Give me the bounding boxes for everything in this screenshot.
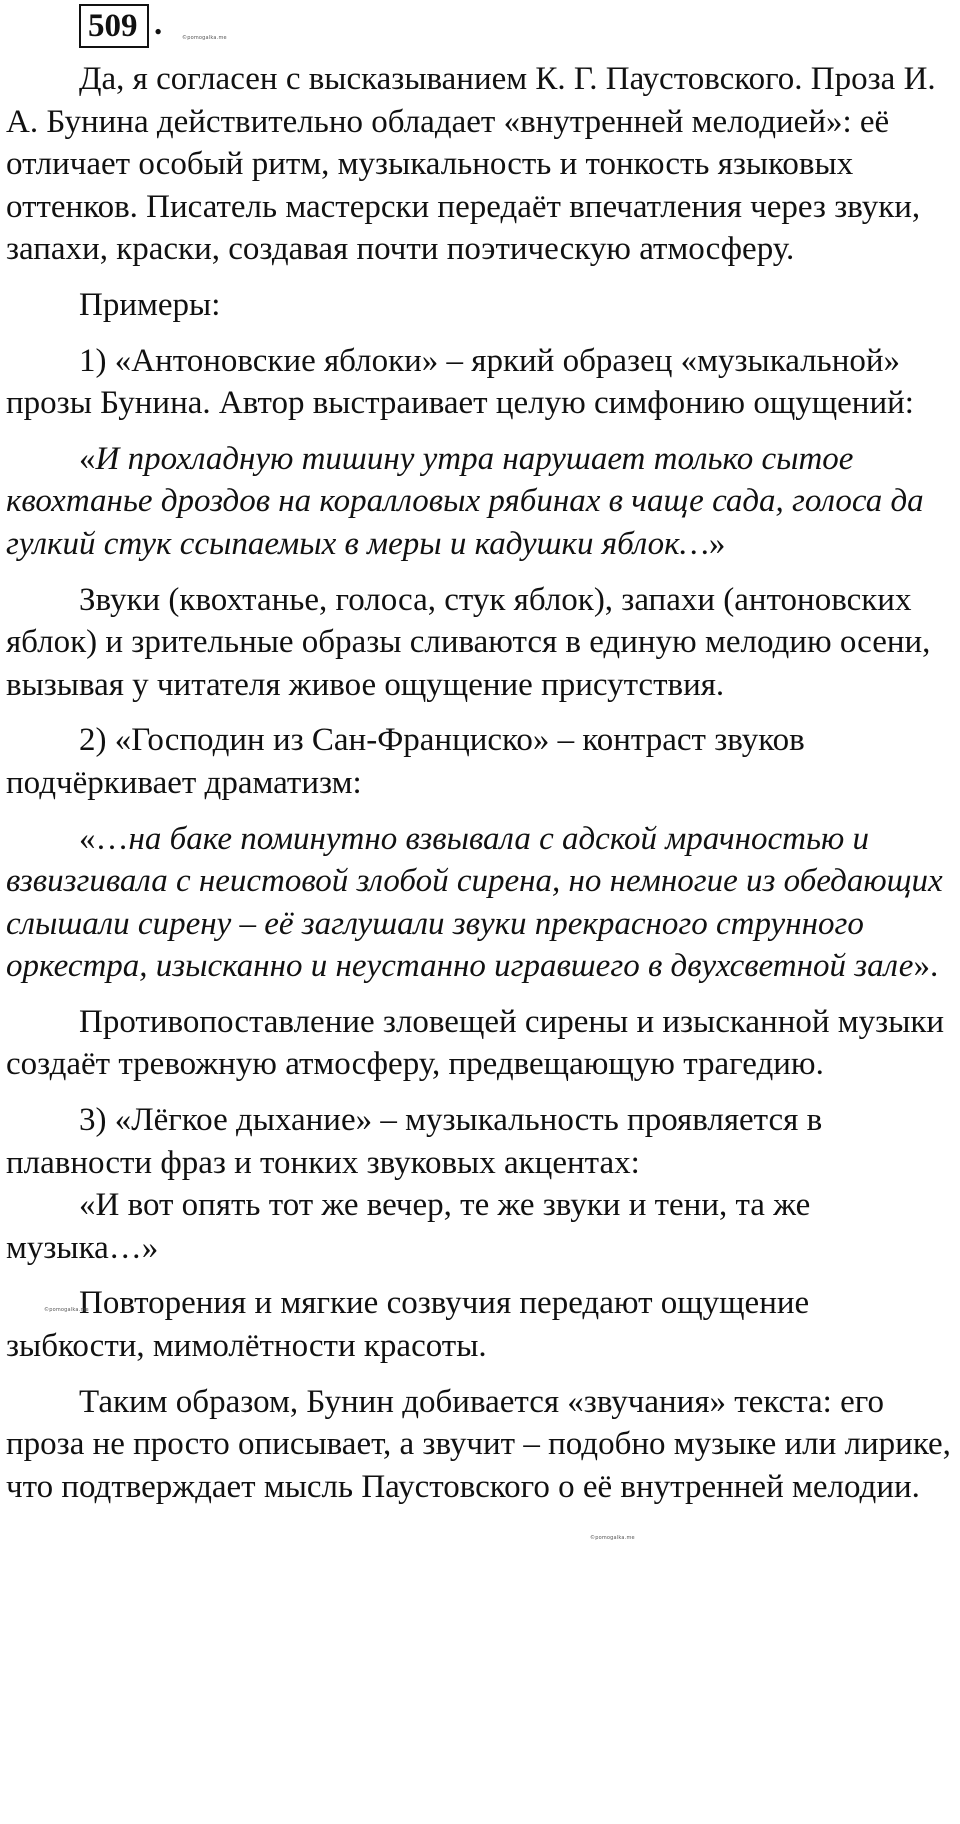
example-1-analysis: Звуки (квохтанье, голоса, стук яблок), запахи (антоновских яблок) и зрительные образы сливаются в единую мелодию осени, вызывая у читателя живое ощущение присутствия. [6,581,931,703]
quote-2 [6,818,954,988]
quote-1-text: И прохладную тишину утра нарушает только сытое квохтанье дроздов на коралловых рябинах в чаще сада, голоса да гулкий стук ссыпаемых в меры и кадушки яблок… [6,440,924,562]
quote-1 [6,438,954,566]
document-page [6,4,954,1508]
quote-1-open: « [79,440,96,477]
example-3-paragraph: 3) «Лёгкое дыхание» – музыкальность проявляется в плавности фраз и тонких звуковых акцентах: [6,1102,823,1181]
quote-1-close: » [708,525,726,562]
example-1-paragraph: 1) «Антоновские яблоки» – яркий образец «музыкальной» прозы Бунина. Автор выстраивает целую симфонию ощущений: [6,342,914,422]
example-2-analysis: Противопоставление зловещей сирены и изысканной музыки создаёт тревожную атмосферу, предвещающую трагедию. [6,1003,945,1083]
quote-3: «И вот опять тот же вечер, те же звуки и тени, та же музыка…» [6,1187,811,1266]
example-3-analysis: Повторения и мягкие созвучия передают ощущение зыбкости, мимолётности красоты. [6,1285,810,1365]
watermark-text: ©pomogalka.me [182,35,227,41]
quote-2-text: на баке поминутно взвывала с адской мрачностью и взвизгивала с неистовой злобой сирена, но немногие из обедающих слышали сирену – её заглушали звуки прекрасного струнного оркестра, изысканно и неустанно игравшего в двухсветной зале [6,820,943,985]
examples-heading: Примеры: [79,286,221,323]
quote-2-close: ». [913,948,939,985]
watermark-text-3: ©pomogalka.me [590,1535,635,1541]
watermark-text-2: ©pomogalka.me [44,1307,89,1313]
quote-2-open: «… [79,820,129,857]
exercise-number-dot: . [154,6,163,42]
conclusion-paragraph: Таким образом, Бунин добивается «звучания» текста: его проза не просто описывает, а звучит – подобно музыке или лирике, что подтверждает мысль Паустовского о её внутренней мелодии. [6,1383,951,1505]
intro-paragraph: Да, я согласен с высказыванием К. Г. Паустовского. Проза И. А. Бунина действительно обладает «внутренней мелодией»: её отличает особый ритм, музыкальность и тонкость языковых оттенков. Писатель мастерски передаёт впечатления через звуки, запахи, краски, создавая почти поэтическую атмосферу. [6,61,936,268]
exercise-header [6,4,954,50]
example-2-paragraph: 2) «Господин из Сан-Франциско» – контраст звуков подчёркивает драматизм: [6,722,805,801]
exercise-number: 509 [79,4,149,48]
